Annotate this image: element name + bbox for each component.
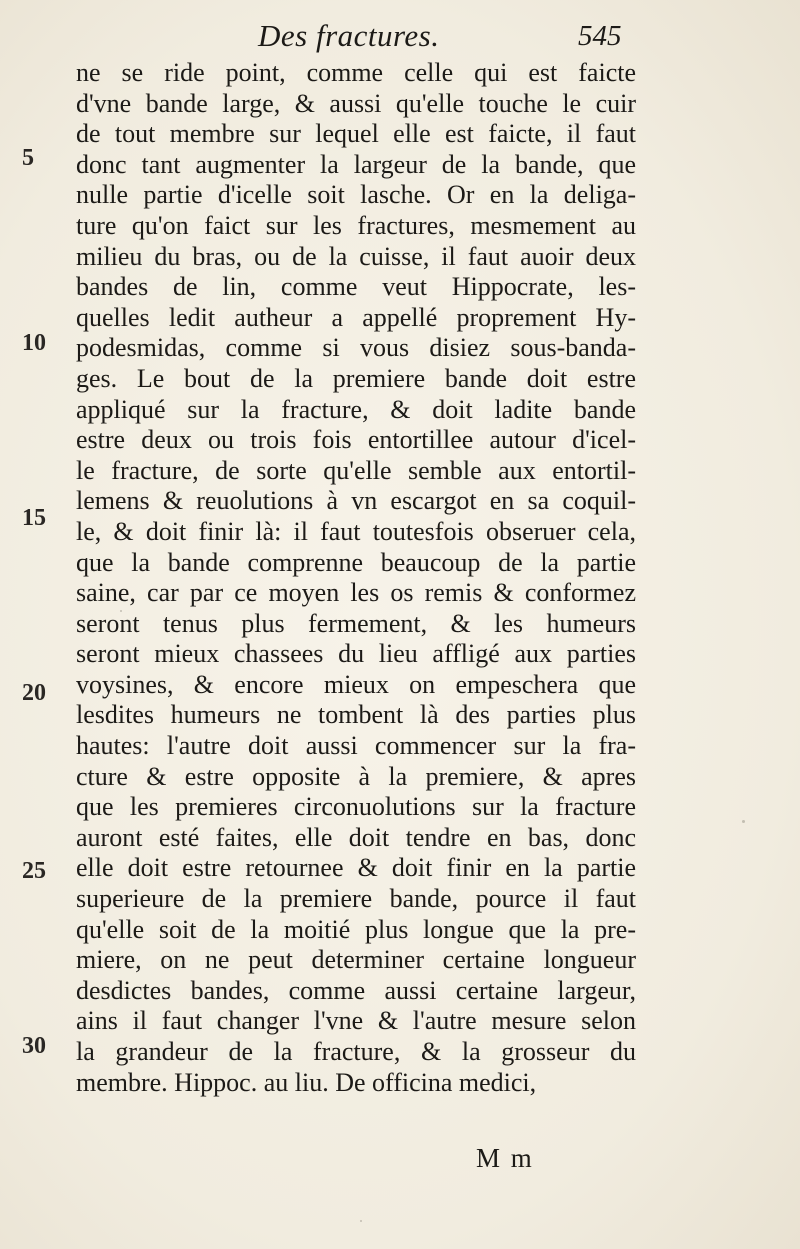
text-line: lesdites humeurs ne tombent là des parties plus — [76, 700, 636, 730]
text-line: seront tenus plus fermement, & les humeurs — [76, 608, 636, 638]
text-line: superieure de la premiere bande, pource il faut — [76, 884, 636, 914]
paper-speck — [360, 1220, 362, 1222]
text-line: de tout membre sur lequel elle est faicte, il faut — [76, 119, 636, 149]
page-number: 545 — [578, 20, 622, 52]
text-line: membre. Hippoc. au liu. De officina medici, — [76, 1067, 537, 1097]
text-line: le, & doit finir là: il faut toutesfois obseruer cela, — [76, 516, 636, 546]
text-line: la grandeur de la fracture, & la grosseur du — [76, 1037, 636, 1066]
text-line: miere, on ne peut determiner certaine longueur — [76, 945, 636, 975]
text-line: seront mieux chassees du lieu affligé aux parties — [76, 639, 636, 669]
line-number-30: 30 — [22, 1033, 46, 1059]
text-line: ges. Le bout de la premiere bande doit estre — [76, 363, 636, 393]
text-line: ne se ride point, comme celle qui est faicte — [76, 58, 636, 87]
body-text — [76, 58, 636, 1098]
text-line: bandes de lin, comme veut Hippocrate, les- — [76, 272, 636, 302]
line-number-15: 15 — [22, 505, 46, 531]
text-line: hautes: l'autre doit aussi commencer sur la fra- — [76, 731, 636, 761]
text-line: elle doit estre retournee & doit finir en la partie — [76, 853, 636, 883]
text-line: quelles ledit autheur a appellé proprement Hy- — [76, 302, 636, 332]
text-line: estre deux ou trois fois entortillee autour d'icel- — [76, 425, 636, 455]
line-number-20: 20 — [22, 680, 46, 706]
line-number-5: 5 — [22, 145, 34, 171]
text-line: nulle partie d'icelle soit lasche. Or en la deliga- — [76, 180, 636, 210]
page-header — [0, 18, 800, 58]
text-line: donc tant augmenter la largeur de la bande, que — [76, 149, 636, 179]
text-line: desdictes bandes, comme aussi certaine largeur, — [76, 975, 636, 1005]
text-line: ture qu'on faict sur les fractures, mesmement au — [76, 210, 636, 240]
text-line: le fracture, de sorte qu'elle semble aux entortil- — [76, 455, 636, 485]
text-line: appliqué sur la fracture, & doit ladite bande — [76, 394, 636, 424]
text-line: podesmidas, comme si vous disiez sous-banda- — [76, 333, 636, 363]
line-number-25: 25 — [22, 858, 46, 884]
paper-speck — [120, 610, 122, 612]
text-line: qu'elle soit de la moitié plus longue que la pre- — [76, 914, 636, 944]
text-line: d'vne bande large, & aussi qu'elle touche le cuir — [76, 88, 636, 118]
text-line: auront esté faites, elle doit tendre en bas, donc — [76, 822, 636, 852]
text-line: saine, car par ce moyen les os remis & conformez — [76, 578, 636, 608]
text-line: ains il faut changer l'vne & l'autre mesure selon — [76, 1006, 636, 1036]
line-number-10: 10 — [22, 330, 46, 356]
signature-mark: M m — [476, 1143, 534, 1173]
text-line: milieu du bras, ou de la cuisse, il faut auoir deux — [76, 241, 636, 271]
text-line: que les premieres circonuolutions sur la fracture — [76, 792, 636, 822]
text-line: que la bande comprenne beaucoup de la partie — [76, 547, 636, 577]
paper-speck — [742, 820, 745, 823]
text-line: cture & estre opposite à la premiere, & apres — [76, 761, 636, 791]
text-line: voysines, & encore mieux on empeschera que — [76, 669, 636, 699]
running-head: Des fractures. — [258, 18, 440, 53]
text-line: lemens & reuolutions à vn escargot en sa coquil- — [76, 486, 636, 516]
